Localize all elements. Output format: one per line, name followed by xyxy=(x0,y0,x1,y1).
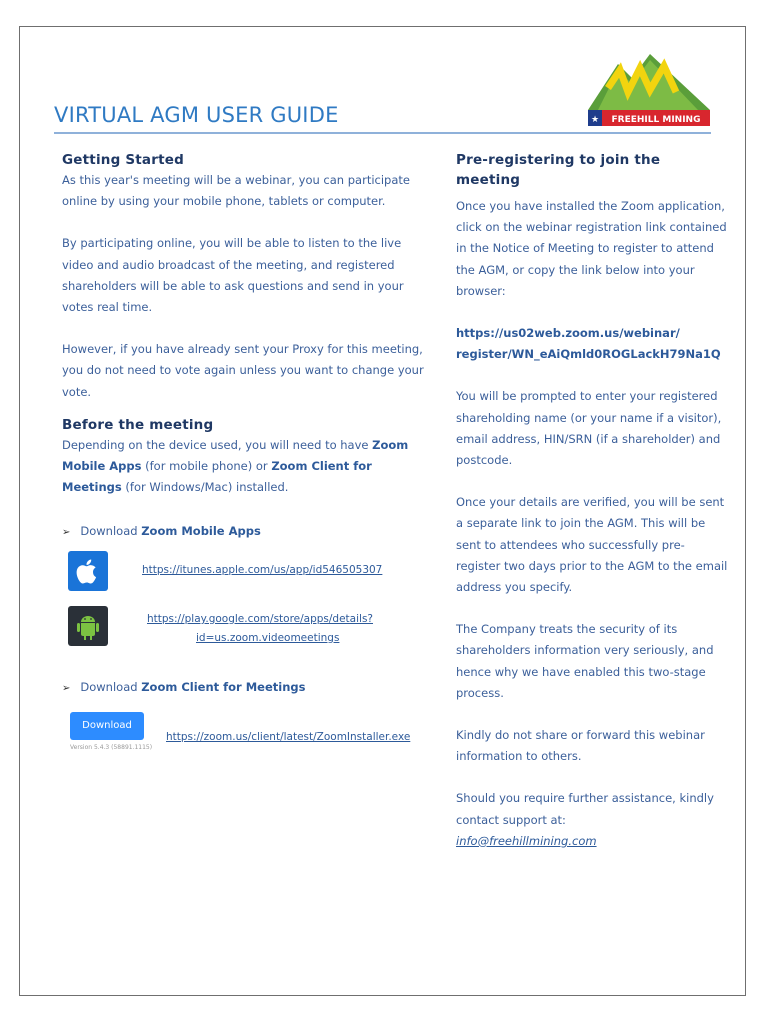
freehill-mining-logo xyxy=(588,48,710,128)
apple-icon[interactable] xyxy=(68,551,108,591)
android-app-link-1[interactable]: https://play.google.com/store/apps/details? xyxy=(147,613,373,625)
before-meeting-heading: Before the meeting xyxy=(62,416,214,433)
arrow-bullet-icon: ➢ xyxy=(62,527,71,538)
page-title: VIRTUAL AGM USER GUIDE xyxy=(54,103,339,127)
android-app-link-2[interactable]: id=us.zoom.videomeetings xyxy=(196,632,340,644)
download-client-item: ➢ Download Zoom Client for Meetings xyxy=(62,680,306,694)
right-column xyxy=(456,150,728,852)
zoom-download-button[interactable]: Download xyxy=(70,712,144,740)
arrow-bullet-icon: ➢ xyxy=(62,683,71,694)
registration-link[interactable]: https://us02web.zoom.us/webinar/ register/WN_eAiQmld0ROGLackH79Na1Q xyxy=(456,326,721,362)
download-mobile-item: ➢ Download Zoom Mobile Apps xyxy=(62,524,261,538)
preregister-heading: Pre-registering to join the meeting xyxy=(456,152,661,188)
getting-started-p2: By participating online, you will be able to listen to the live video and audio broadcast of the meeting, and registered shareholders will be able to ask questions and send in your votes real time. xyxy=(62,236,404,315)
preregister-p1: Once you have installed the Zoom application, click on the webinar registration link contained in the Notice of Meeting to register to attend the AGM, or copy the link below into your browser: xyxy=(456,199,727,298)
title-divider xyxy=(54,132,711,134)
getting-started-p1: As this year's meeting will be a webinar, you can participate online by using your mobile phone, tablets or computer. xyxy=(62,173,410,209)
preregister-p5: Kindly do not share or forward this webinar information to others. xyxy=(456,728,705,764)
zoom-client-link[interactable]: https://zoom.us/client/latest/ZoomInstaller.exe xyxy=(166,731,411,743)
getting-started-p3: However, if you have already sent your Proxy for this meeting, you do not need to vote again unless you want to change your vote. xyxy=(62,342,424,399)
svg-text:★: ★ xyxy=(590,115,600,125)
android-icon[interactable] xyxy=(68,606,108,646)
preregister-p6: Should you require further assistance, kindly contact support at: xyxy=(456,791,714,827)
svg-text:FREEHILL MINING: FREEHILL MINING xyxy=(611,115,701,125)
preregister-p2: You will be prompted to enter your registered shareholding name (or your name if a visitor), email address, HIN/SRN (if a shareholder) and postcode. xyxy=(456,389,722,468)
support-email-link[interactable]: info@freehillmining.com xyxy=(456,833,597,848)
ios-app-link[interactable]: https://itunes.apple.com/us/app/id546505307 xyxy=(142,564,383,576)
preregister-p4: The Company treats the security of its shareholders information very seriously, and hence why we have enabled this two-stage process. xyxy=(456,622,714,700)
before-meeting-text: Depending on the device used, you will need to have Zoom Mobile Apps (for mobile phone) or Zoom Client for Meetings (for Windows/Mac) installed. xyxy=(62,437,409,495)
zoom-version-text: Version 5.4.3 (58891.1115) xyxy=(70,744,153,751)
preregister-p3: Once your details are verified, you will be sent a separate link to join the AGM. This will be sent to attendees who successfully pre-register two days prior to the AGM to the email address you specify. xyxy=(456,495,728,595)
getting-started-heading: Getting Started xyxy=(62,152,184,168)
left-column xyxy=(62,150,432,498)
